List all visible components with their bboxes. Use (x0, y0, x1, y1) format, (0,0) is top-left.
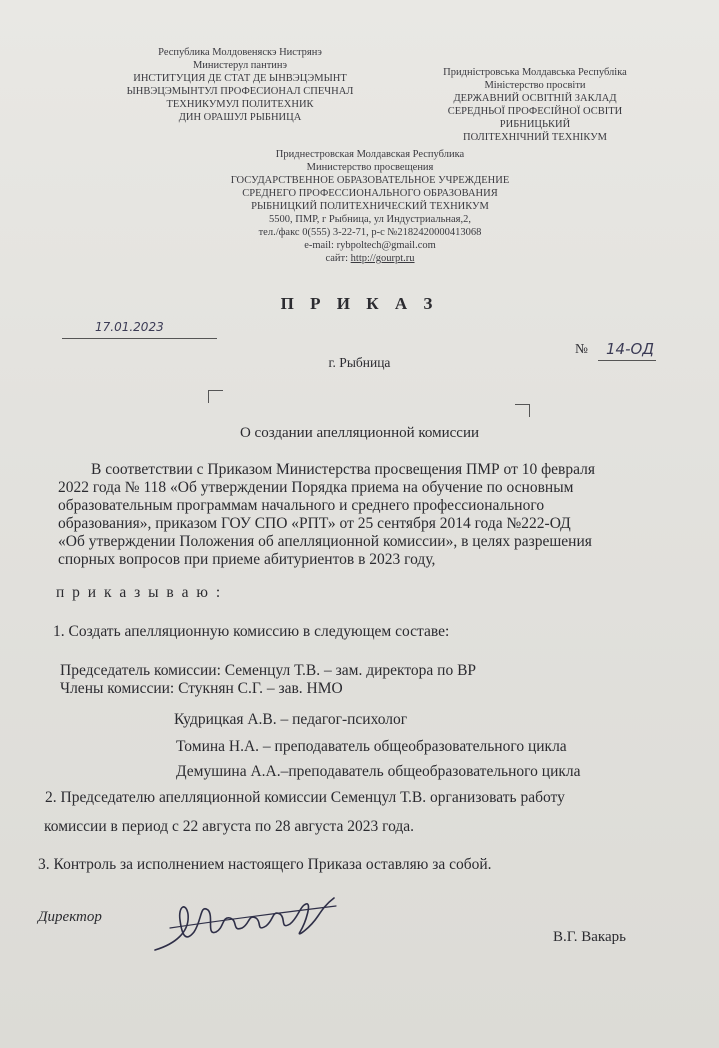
director-signature (150, 892, 340, 960)
header-left-line: Республика Молдовеняскэ Нистрянэ (158, 47, 322, 58)
order-subject: О создании апелляционной комиссии (239, 425, 480, 441)
header-left-line: ТЕХНИКУМУЛ ПОЛИТЕХНИК (166, 99, 314, 110)
preamble-line: «Об утверждении Положения об апелляционной комиссии», в целях разрешения (58, 533, 592, 550)
commission-member: Кудрицкая А.В. – педагог-психолог (174, 711, 408, 728)
order-item-2-line-1: 2. Председателю апелляционной комиссии Семенцул Т.В. организовать работу (45, 789, 565, 806)
signer-name: В.Г. Вакарь (553, 929, 626, 945)
header-right-line: СЕРЕДНЬОЇ ПРОФЕСІЙНОЇ ОСВІТИ (447, 106, 623, 117)
header-left-line: ИНСТИТУЦИЯ ДЕ СТАТ ДЕ ЫНВЭЦЭМЫНТ (133, 73, 347, 84)
header-center-line: 5500, ПМР, г Рыбница, ул Индустриальная,2, (269, 214, 471, 225)
site-label: сайт: (325, 253, 351, 264)
header-left-line: ДИН ОРАШУЛ РЫБНИЦА (178, 112, 302, 123)
header-center-line: РЫБНИЦКИЙ ПОЛИТЕХНИЧЕСКИЙ ТЕХНИКУМ (251, 201, 489, 212)
header-center-line: e-mail: rybpoltech@gmail.com (304, 240, 436, 251)
city-label: г. Рыбница (328, 355, 391, 370)
header-center-line: Министерство просвещения (306, 162, 434, 173)
header-right-line: ДЕРЖАВНИЙ ОСВІТНІЙ ЗАКЛАД (453, 93, 617, 104)
preamble-line: спорных вопросов при приеме абитуриентов в 2023 году, (58, 551, 436, 568)
document-title: П Р И К А З (280, 294, 439, 313)
handwritten-order-number: 14-ОД (606, 340, 655, 358)
commission-chair: Председатель комиссии: Семенцул Т.В. – зам. директора по ВР (60, 662, 477, 679)
subject-corner-left (208, 390, 223, 403)
preamble-line: В соответствии с Приказом Министерства просвещения ПМР от 10 февраля (91, 461, 595, 478)
subject-corner-right (515, 404, 530, 417)
order-item-3: 3. Контроль за исполнением настоящего Приказа оставляю за собой. (38, 856, 492, 873)
order-word: п р и к а з ы в а ю : (56, 584, 223, 601)
preamble-paragraph (58, 461, 668, 569)
header-left-block (60, 46, 420, 124)
preamble-line: образования», приказом ГОУ СПО «РПТ» от 25 сентября 2014 года №222-ОД (58, 515, 571, 532)
commission-member: Члены комиссии: Стукнян С.Г. – зав. НМО (60, 680, 343, 697)
order-item-2-line-2: комиссии в период с 22 августа по 28 августа 2023 года. (44, 818, 415, 835)
commission-member: Томина Н.А. – преподаватель общеобразовательного цикла (176, 738, 567, 755)
header-right-line: РИБНИЦЬКИЙ (499, 119, 571, 130)
header-right-block (410, 66, 660, 144)
commission-member: Демушина А.А.–преподаватель общеобразовательного цикла (176, 763, 581, 780)
header-right-line: Придністровська Молдавська Республіка (443, 67, 627, 78)
header-left-line: Министерул пантинэ (192, 60, 288, 71)
site-line (150, 252, 590, 265)
preamble-line: образовательным программам начального и среднего профессионального (58, 497, 545, 514)
header-center-line: ГОСУДАРСТВЕННОЕ ОБРАЗОВАТЕЛЬНОЕ УЧРЕЖДЕНИЕ (230, 175, 510, 186)
director-label: Директор (38, 909, 102, 925)
order-number-label: № (575, 341, 588, 356)
header-center-line: тел./факс 0(555) 3-22-71, р-с №2182420000413068 (258, 227, 482, 238)
header-right-line: Міністерство просвіти (484, 80, 586, 91)
header-center-line: СРЕДНЕГО ПРОФЕССИОНАЛЬНОГО ОБРАЗОВАНИЯ (242, 188, 498, 199)
preamble-line: 2022 года № 118 «Об утверждении Порядка приема на обучение по основным (58, 479, 574, 496)
site-link[interactable]: http://gourpt.ru (350, 253, 415, 264)
header-right-line: ПОЛІТЕХНІЧНИЙ ТЕХНІКУМ (462, 132, 607, 143)
handwritten-date: 17.01.2023 (95, 320, 164, 334)
header-center-line: Приднестровская Молдавская Республика (275, 149, 465, 160)
order-item-1: 1. Создать апелляционную комиссию в следующем составе: (53, 623, 450, 640)
header-left-line: ЫНВЭЦЭМЫНТУЛ ПРОФЕСИОНАЛ СПЕЧНАЛ (126, 86, 354, 97)
header-center-block (150, 148, 590, 265)
